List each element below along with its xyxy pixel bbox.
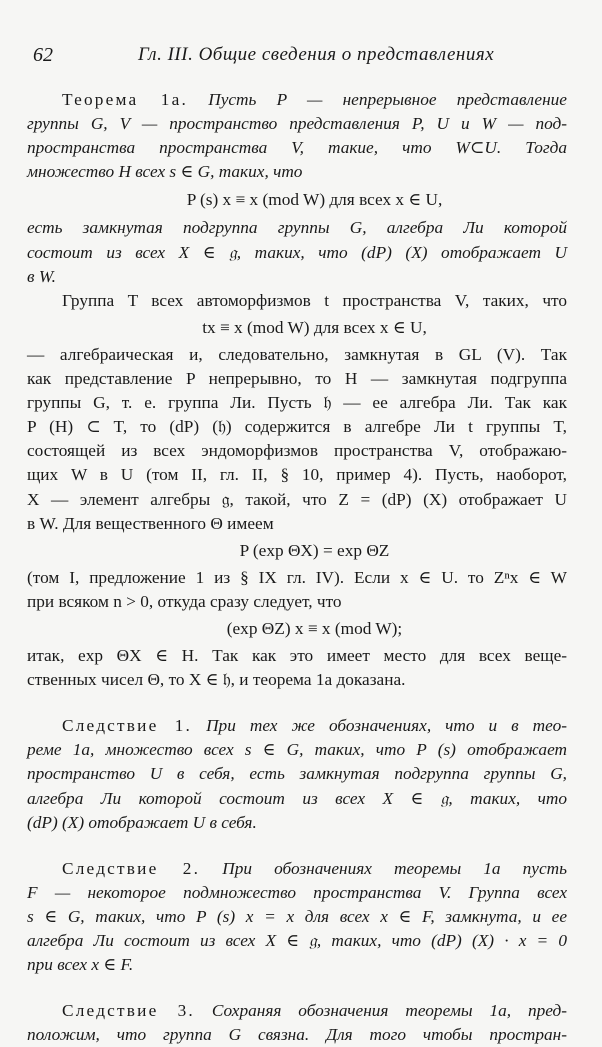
proof-line: Группа T всех автоморфизмов t пространства V, таких, что [62, 290, 567, 310]
corollary-text-line: при всех x ∈ F. [27, 955, 134, 975]
theorem-text-line: Пусть P — непрерывное представление [208, 90, 567, 109]
proof-line: P (H) ⊂ T, то (dP) (𝔥) содержится в алгебре Ли t группы T, [27, 417, 567, 437]
proof-line: (том I, предложение 1 из § IX гл. IV). Если x ∈ U. то Zⁿx ∈ W [27, 567, 567, 587]
proof-line: итак, exp ΘX ∈ H. Так как это имеет место для всех веще- [27, 646, 567, 666]
corollary-text-line: При обозначениях теоремы 1а пусть [222, 858, 567, 878]
corollary-text-line: При тех же обозначениях, что и в тео- [206, 716, 567, 736]
section-gap [62, 977, 567, 999]
theorem-text-line: в W. [27, 266, 56, 286]
corollary-text-line: s ∈ G, таких, что P (s) x = x для всех x ∈ F, замкнута, и ее [27, 906, 567, 926]
theorem-label: Теорема 1а. [62, 90, 189, 109]
proof-line: ственных чисел Θ, то X ∈ 𝔥, и теорема 1а доказана. [27, 670, 406, 690]
theorem-first-line [62, 88, 567, 112]
theorem-text-line: группы G, V — пространство представления P, U и W — под- [27, 114, 567, 134]
page-header [0, 0, 602, 70]
proof-line: как представление P непрерывно, то H — замкнутая подгруппа [27, 369, 567, 389]
corollary-text-line: алгебра Ли которой состоит из всех X ∈ 𝔤, таких, что [27, 788, 567, 808]
body-text [27, 88, 567, 1047]
proof-line: щих W в U (том II, гл. II, § 10, пример 4). Пусть, наоборот, [27, 465, 567, 485]
corollary-text-line: Сохраняя обозначения теоремы 1а, пред- [211, 1001, 567, 1021]
corollary-text-line: (dP) (X) отображает U в себя. [27, 812, 257, 832]
corollary-1-label: Следствие 1. [62, 716, 193, 736]
theorem-text-line: есть замкнутая подгруппа группы G, алгебра Ли которой [27, 218, 567, 238]
corollary-2-label: Следствие 2. [62, 858, 201, 878]
corollary-text-line: реме 1а, множество всех s ∈ G, таких, что P (s) отображает [27, 740, 567, 760]
corollary-text-line: алгебра Ли состоит из всех X ∈ 𝔤, таких, что (dP) (X) · x = 0 [27, 931, 567, 950]
theorem-text-line: состоит из всех X ∈ 𝔤, таких, что (dP) (X) отображает U [27, 242, 567, 262]
corollary-3-label: Следствие 3. [62, 1001, 195, 1021]
running-head: Гл. III. Общие сведения о представлениях [138, 44, 495, 65]
corollary-1-first-line [62, 714, 567, 738]
corollary-2-first-line [62, 857, 567, 881]
proof-line: при всяком n > 0, откуда сразу следует, что [27, 591, 342, 611]
proof-line: X — элемент алгебры 𝔤, такой, что Z = (dP) (X) отображает U [27, 489, 567, 509]
proof-formula: (exp ΘZ) x ≡ x (mod W); [226, 618, 403, 638]
proof-formula: tx ≡ x (mod W) для всех x ∈ U, [202, 317, 427, 337]
proof-line: — алгебраическая и, следовательно, замкнутая в GL (V). Так [27, 344, 567, 364]
section-gap [62, 692, 567, 714]
section-gap [62, 835, 567, 857]
corollary-text-line: F — некоторое подмножество пространства V. Группа всех [27, 882, 567, 902]
corollary-text-line: положим, что группа G связна. Для того чтобы простран- [27, 1025, 567, 1045]
theorem-text-line: пространства пространства V, такие, что W⊂U. Тогда [27, 138, 567, 158]
theorem-formula: P (s) x ≡ x (mod W) для всех x ∈ U, [186, 190, 443, 210]
corollary-3-first-line [62, 999, 567, 1023]
theorem-text-line: множество H всех s ∈ G, таких, что [27, 162, 303, 182]
proof-line: состоящей из всех эндоморфизмов пространства V, отображаю- [27, 441, 567, 461]
proof-line: группы G, т. е. группа Ли. Пусть 𝔥 — ее алгебра Ли. Так как [27, 393, 567, 413]
proof-line: в W. Для вещественного Θ имеем [27, 513, 274, 533]
proof-formula: P (exp ΘX) = exp ΘZ [239, 540, 390, 560]
page-number: 62 [33, 44, 53, 66]
corollary-text-line: пространство U в себя, есть замкнутая подгруппа группы G, [27, 764, 567, 784]
